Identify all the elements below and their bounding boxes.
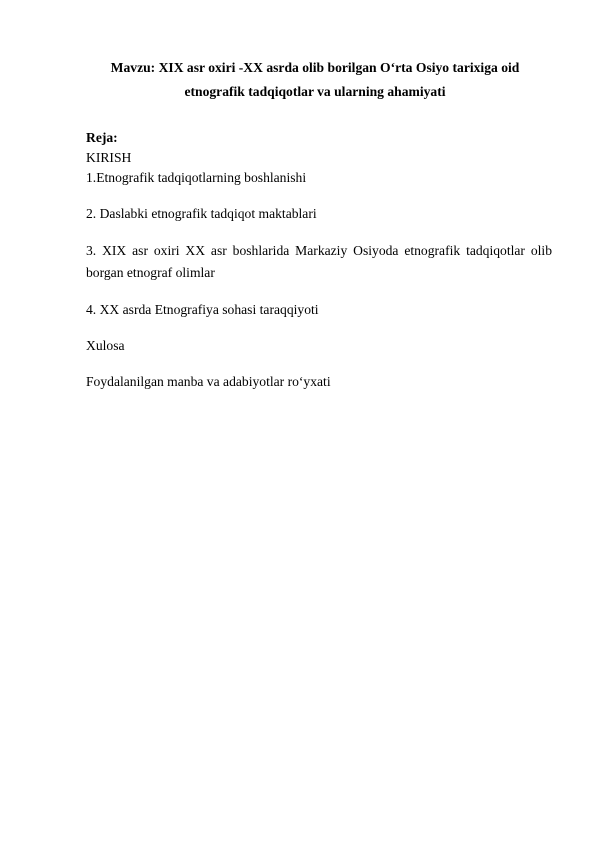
plan-item-1: 1.Etnografik tadqiqotlarning boshlanishi	[86, 170, 307, 185]
plan-item-4: 4. XX asrda Etnografiya sohasi taraqqiyoti	[86, 302, 319, 317]
title-line-2: etnografik tadqiqotlar va ularning ahamiyati	[184, 84, 446, 99]
plan-section	[86, 128, 552, 392]
plan-item-conclusion: Xulosa	[86, 338, 125, 353]
title-line-1: Mavzu: XIX asr oxiri -XX asrda olib borilgan O‘rta Osiyo tarixiga oid	[110, 60, 520, 75]
document-title	[86, 56, 544, 104]
plan-item-intro: KIRISH	[86, 150, 132, 165]
plan-item-references: Foydalanilgan manba va adabiyotlar ro‘yxati	[86, 374, 331, 389]
plan-item-3: 3. XIX asr oxiri XX asr boshlarida Markaziy Osiyoda etnografik tadqiqotlar olib borgan etnograf olimlar	[86, 243, 552, 280]
plan-item-2: 2. Daslabki etnografik tadqiqot maktablari	[86, 206, 317, 221]
plan-heading: Reja:	[86, 130, 118, 145]
